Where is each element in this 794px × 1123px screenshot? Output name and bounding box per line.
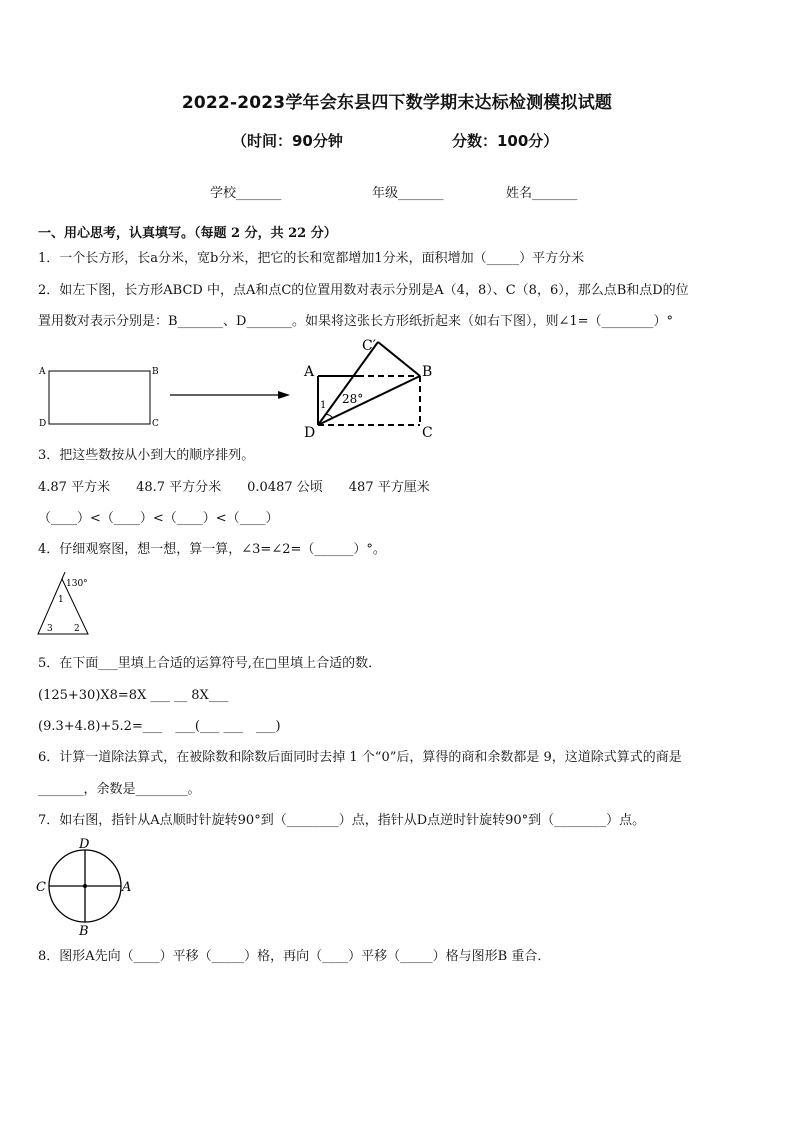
triangle-angle-3: 3 bbox=[47, 624, 53, 634]
question-2-line-1: 2．如左下图，长方形ABCD 中，点A和点C的位置用数对表示分别是A（4，8）、C（8，6），那么点B和点D的位 bbox=[38, 283, 689, 298]
question-3-blanks: （____）<（____）<（____）<（____） bbox=[38, 511, 279, 526]
question-4: 4．仔细观察图，想一想，算一算，∠3=∠2=（______）°。 bbox=[38, 542, 386, 557]
question-8: 8．图形A先向（____）平移（_____）格，再向（____）平移（_____）格与图形B 重合． bbox=[38, 949, 551, 964]
rect-label-b: B bbox=[152, 367, 159, 377]
circle-figure bbox=[34, 836, 138, 936]
fold-label-a: A bbox=[304, 364, 315, 380]
question-2-line-2: 置用数对表示分别是：B_______、D_______。如果将这张长方形纸折起来（如右下图），则∠1=（________）° bbox=[38, 314, 674, 329]
name-field: 姓名_______ bbox=[506, 186, 578, 201]
grade-field: 年级_______ bbox=[372, 186, 444, 201]
triangle-figure bbox=[34, 572, 98, 638]
question-5: 5．在下面___里填上合适的运算符号,在□里填上合适的数． bbox=[38, 656, 382, 671]
triangle-exterior-angle: 130° bbox=[66, 579, 88, 589]
page-title: 2022-2023学年会东县四下数学期末达标检测模拟试题 bbox=[181, 93, 613, 113]
fold-label-c-prime: C′ bbox=[362, 338, 376, 354]
fold-angle-28: 28° bbox=[342, 392, 364, 406]
fold-angle-1: 1 bbox=[320, 400, 327, 411]
question-5-line-1: (125+30)X8=8X ___ __ 8X___ bbox=[38, 688, 229, 703]
question-6-line-1: 6．计算一道除法算式，在被除数和除数后面同时去掉 1 个“0”后，算得的商和余数都是 9，这道除式算式的商是 bbox=[38, 750, 682, 765]
exam-score: 分数：100分） bbox=[452, 132, 559, 150]
arrow-icon bbox=[168, 388, 292, 402]
school-field: 学校_______ bbox=[210, 186, 282, 201]
fold-label-b: B bbox=[422, 364, 433, 380]
circle-label-d: D bbox=[79, 837, 90, 852]
circle-label-b: B bbox=[79, 924, 89, 936]
rect-label-c: C bbox=[152, 419, 159, 429]
question-3-values: 4.87 平方米 48.7 平方分米 0.0487 公顷 487 平方厘米 bbox=[38, 480, 430, 495]
exam-time: （时间：90分钟 bbox=[232, 132, 343, 150]
question-3: 3．把这些数按从小到大的顺序排列。 bbox=[38, 448, 255, 463]
fold-label-d: D bbox=[304, 425, 316, 440]
question-5-line-2: (9.3+4.8)+5.2=___ ___(___ ___ ___) bbox=[38, 719, 281, 734]
triangle-angle-1: 1 bbox=[58, 595, 64, 605]
fold-label-c: C bbox=[422, 425, 433, 440]
triangle-angle-2: 2 bbox=[74, 624, 80, 634]
question-1: 1．一个长方形，长a分米，宽b分米，把它的长和宽都增加1分米，面积增加（_____）平方分米 bbox=[38, 251, 585, 266]
circle-label-a: A bbox=[122, 880, 132, 895]
section-heading: 一、用心思考，认真填写。（每题 2 分，共 22 分） bbox=[38, 226, 337, 241]
rect-label-d: D bbox=[39, 419, 47, 429]
rect-label-a: A bbox=[39, 367, 46, 377]
circle-label-c: C bbox=[36, 880, 46, 895]
question-7: 7．如右图，指针从A点顺时针旋转90°到（________）点，指针从D点逆时针旋转90°到（________）点。 bbox=[38, 813, 646, 828]
rectangle-figure bbox=[36, 362, 166, 432]
question-6-line-2: _______，余数是________。 bbox=[38, 782, 201, 797]
folded-rectangle-figure bbox=[298, 330, 448, 440]
